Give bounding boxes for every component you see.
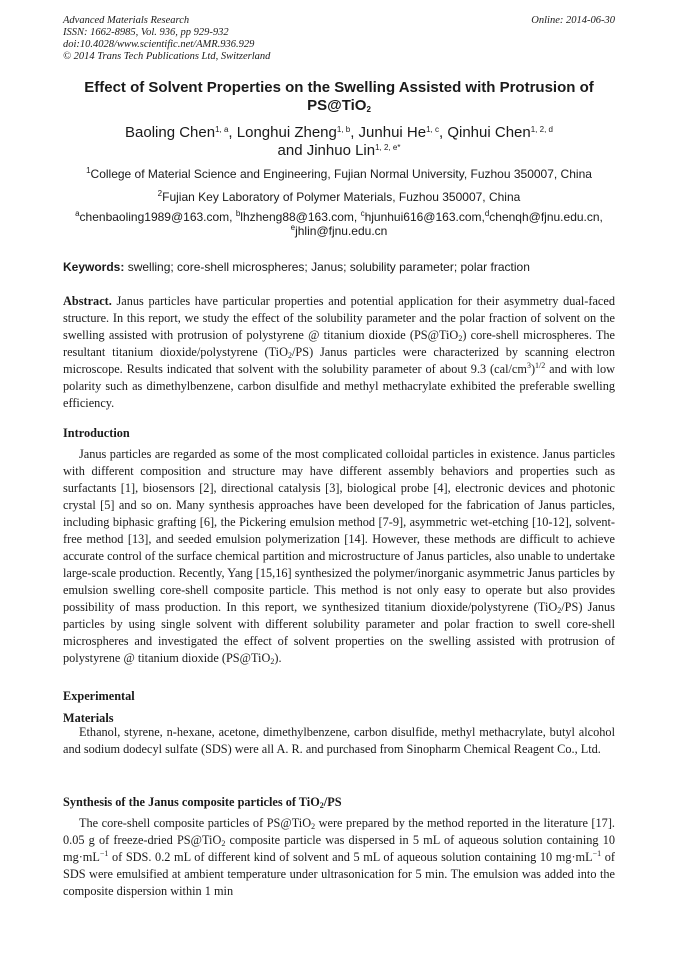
author: Junhui He [358, 124, 427, 141]
email-link[interactable]: hjunhui616@163.com, [364, 210, 485, 224]
author: Qinhui Chen [447, 124, 531, 141]
author: Longhui Zheng [236, 124, 337, 141]
emails-line-1: $^a$chenbaoling1989@163.com, $^b$lhzheng88@163.com, $^c$hjunhui616@163.com,$^d$chenqh@fjnu.edu.cn, [75, 209, 603, 224]
email-link[interactable]: jhlin@fjnu.edu.cn [295, 224, 388, 238]
experimental-heading: Experimental [63, 689, 135, 703]
keywords-text: swelling; core-shell microspheres; Janus; solubility parameter; polar fraction [124, 260, 530, 274]
abstract-label: Abstract. [63, 294, 112, 308]
title-line-1: Effect of Solvent Properties on the Swelling Assisted with Protrusion of [84, 79, 594, 96]
email-link[interactable]: lhzheng88@163.com, [240, 210, 361, 224]
synthesis-heading: Synthesis of the Janus composite particles of TiO$_2$/PS [63, 795, 342, 810]
affiliation-2: $^2$Fujian Key Laboratory of Polymer Materials, Fuzhou 350007, China [157, 189, 521, 204]
materials-body: Ethanol, styrene, n-hexane, acetone, dimethylbenzene, carbon disulfide, methyl methacrylate, butyl alcohol and sodium dodecyl sulfate (SDS) were all A. R. and purchased from Sinopharm Chemical Reagent Co., Ltd. [63, 725, 615, 756]
authors-line-2: and Jinhuo Lin$^{1, 2, e*}$ [277, 142, 401, 159]
issn: ISSN: 1662-8985, Vol. 936, pp 929-932 [63, 27, 229, 38]
copyright: © 2014 Trans Tech Publications Ltd, Switzerland [63, 51, 271, 62]
affiliation-1: $^1$College of Material Science and Engineering, Fujian Normal University, Fuzhou 350007, China [86, 166, 592, 181]
email-link[interactable]: chenbaoling1989@163.com, [79, 210, 236, 224]
author-emails [60, 210, 618, 238]
email-link[interactable]: chenqh@fjnu.edu.cn, [489, 210, 603, 224]
keywords-label: Keywords: [63, 260, 125, 274]
authors-line-1: Baoling Chen$^{1, a}$, Longhui Zheng$^{1, b}$, Junhui He$^{1, c}$, Qinhui Chen$^{1, 2, d}$ [125, 124, 553, 141]
author: Baoling Chen [125, 124, 216, 141]
author-list [60, 124, 618, 160]
paper-title [60, 79, 618, 115]
introduction-heading: Introduction [63, 426, 130, 440]
author: and Jinhuo Lin [277, 142, 376, 159]
keywords [63, 260, 615, 274]
doi: doi:10.4028/www.scientific.net/AMR.936.929 [63, 39, 255, 50]
materials-heading: Materials [63, 711, 114, 725]
title-line-2: PS@TiO$_2$ [307, 97, 371, 114]
emails-line-2: $^e$jhlin@fjnu.edu.cn [290, 223, 388, 238]
introduction-body: Janus particles are regarded as some of the most complicated colloidal particles in existence. Janus particles with different composition and structure may have different assembly behaviors and properties such as surfactants [1], biosensors [2], directional catalysis [3], biological probe [4], electronic devices and photonic crystal [5] and so on. Many synthesis approaches have been developed for the fabrication of Janus particles, including biphasic grafting [6], the Pickering emulsion method [7-9], asymmetric wet-etching [10-12], solvent-free method [13], and seeded emulsion polymerization [14]. However, these methods are difficult to achieve accurate control of the surface chemical partition and microstructure of Janus particles, also unable to undertake large-scale production. Recently, Yang [15,16] synthesized the polymer/inorganic asymmetric Janus particles by emulsion swelling core-shell composite particle. This method is not only easy to operate but also provides possibility of mass production. In this report, we synthesized titanium dioxide/polystyrene (TiO$_2$/PS) Janus particles by using single solvent with different solubility parameter and polar fraction to swell core-shell microspheres and investigated the effect of solvent properties on the swelling assisted with protrusion of polystyrene @ titanium dioxide (PS@TiO$_2$). [63, 447, 615, 666]
online-date: Online: 2014-06-30 [531, 15, 615, 26]
journal-name: Advanced Materials Research [63, 15, 190, 26]
synthesis-body: The core-shell composite particles of PS@TiO$_2$ were prepared by the method reported in the literature [17]. 0.05 g of freeze-dried PS@TiO$_2$ composite particle was dispersed in 5 mL of aqueous solution containing 10 $mg\cdot mL^{-1}$ of SDS. 0.2 mL of different kind of solvent and 5 mL of aqueous solution containing 10 $mg\cdot mL^{-1}$ of SDS were emulsified at ambient temperature under ultrasonication for 5 min. The emulsion was added into the composite dispersion within 1 min [63, 816, 615, 898]
journal-header [63, 15, 270, 63]
abstract: Abstract. Janus particles have particular properties and potential application for their asymmetry dual-faced structure. In this report, we study the effect of the solubility parameter and the polar fraction of solvent on the swelling assisted with protrusion of polystyrene @ titanium dioxide (PS@TiO$_2$) core-shell microspheres. The resultant titanium dioxide/polystyrene (TiO$_2$/PS) Janus particles were characterized by scanning electron microscope. Results indicated that solvent with the solubility parameter of about 9.3 $(cal/cm^3)^{1/2}$ and with low polarity such as dimethylbenzene, carbon disulfide and methyl methacrylate exhibited the preferable swelling efficiency. [63, 294, 616, 410]
